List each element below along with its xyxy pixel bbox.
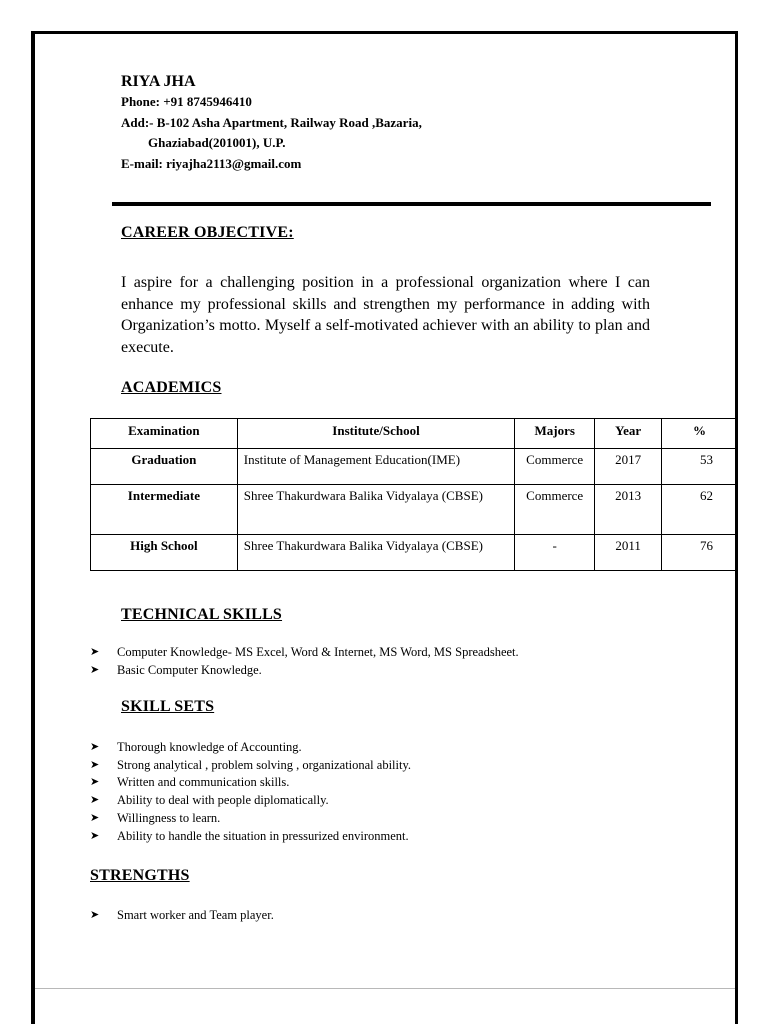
academics-heading: ACADEMICS [121,379,222,396]
arrow-bullet-icon: ➤ [90,811,100,824]
majors-cell: Commerce [515,449,595,485]
column-header-examination: Examination [91,419,238,449]
strengths-heading: STRENGTHS [90,867,190,884]
percent-cell: 53 [662,449,738,485]
list-item-text: Computer Knowledge- MS Excel, Word & Internet, MS Word, MS Spreadsheet. [117,645,519,659]
page-border-top [31,31,738,34]
column-header-majors: Majors [515,419,595,449]
table-row [91,485,738,535]
skill-sets-list [90,739,411,845]
page-border-left [31,31,35,1024]
page-bottom-line [35,988,735,989]
phone-line: Phone: +91 8745946410 [121,94,252,109]
arrow-bullet-icon: ➤ [90,663,100,676]
institute-cell: Institute of Management Education(IME) [237,449,514,485]
career-objective-heading: CAREER OBJECTIVE: [121,224,294,241]
arrow-bullet-icon: ➤ [90,741,100,753]
list-item [90,739,411,757]
arrow-bullet-icon: ➤ [90,829,100,842]
year-cell: 2011 [595,535,662,571]
candidate-name: RIYA JHA [121,73,196,90]
exam-cell: Intermediate [91,485,238,535]
arrow-bullet-icon: ➤ [90,758,100,771]
institute-cell: Shree Thakurdwara Balika Vidyalaya (CBSE) [237,535,514,571]
list-item-text: Strong analytical , problem solving , organizational ability. [117,757,412,772]
exam-cell: Graduation [91,449,238,485]
arrow-bullet-icon: ➤ [90,909,100,921]
address-line-2: Ghaziabad(201001), U.P. [148,135,286,150]
list-item [90,644,519,662]
percent-cell: 62 [662,485,738,535]
year-cell: 2013 [595,485,662,535]
list-item [90,757,411,775]
list-item-text: Basic Computer Knowledge. [117,662,262,677]
list-item [90,662,519,680]
column-header-year: Year [595,419,662,449]
arrow-bullet-icon: ➤ [90,794,100,807]
address-line-1: Add:- B-102 Asha Apartment, Railway Road ,Bazaria, [121,114,422,130]
year-cell: 2017 [595,449,662,485]
majors-cell: Commerce [515,485,595,535]
list-item [90,810,411,828]
header-divider [112,202,711,206]
list-item-text: Written and communication skills. [117,775,290,790]
technical-skills-heading: TECHNICAL SKILLS [121,606,283,623]
technical-skills-list [90,644,519,679]
column-header-institute: Institute/School [237,419,514,449]
exam-cell: High School [91,535,238,571]
table-row [91,535,738,571]
table-header-row [91,419,738,449]
skill-sets-heading: SKILL SETS [121,698,215,715]
list-item [90,907,274,925]
academics-table [90,418,738,571]
list-item [90,828,411,846]
column-header-percent: % [662,419,738,449]
list-item-text: Willingness to learn. [117,810,221,825]
percent-cell: 76 [662,535,738,571]
list-item-text: Smart worker and Team player. [117,908,274,922]
list-item [90,774,411,792]
career-objective-text: I aspire for a challenging position in a professional organization where I can enhance my professional skills and strengthen my performance in adding with Organization’s motto. Myself a self-motivated achiever with an ability to plan and execute. [121,274,650,356]
majors-cell: - [515,535,595,571]
list-item [90,792,411,810]
arrow-bullet-icon: ➤ [90,776,100,789]
institute-cell: Shree Thakurdwara Balika Vidyalaya (CBSE) [237,485,514,535]
list-item-text: Thorough knowledge of Accounting. [117,740,302,754]
arrow-bullet-icon: ➤ [90,646,100,658]
contact-block [121,72,422,174]
list-item-text: Ability to handle the situation in pressurized environment. [117,828,409,843]
strengths-list [90,907,274,925]
list-item-text: Ability to deal with people diplomatically. [117,793,329,808]
email-line: E-mail: riyajha2113@gmail.com [121,155,302,171]
table-row [91,449,738,485]
